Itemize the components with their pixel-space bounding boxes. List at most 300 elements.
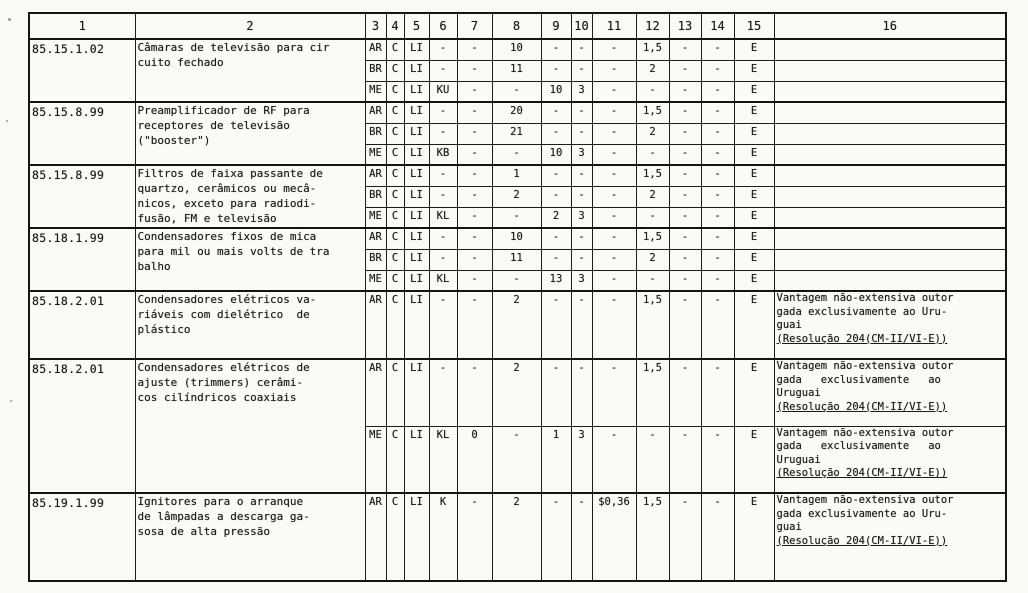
cell-col-14: - [701,249,734,270]
cell-observations [774,144,1006,165]
cell-col-3: ME [365,270,386,291]
cell-col-4: C [386,493,404,581]
cell-col-13: - [669,144,701,165]
description-line: cos cilíndricos coaxiais [137,391,297,404]
cell-col-10: 3 [571,270,592,291]
cell-col-5: LI [404,270,429,291]
observation-line: (Resolução 204(CM-II/VI-E)) [776,467,948,479]
cell-col-11: - [592,270,636,291]
column-header-7: 7 [457,13,492,39]
cell-col-4: C [386,207,404,228]
cell-col-9: - [541,123,571,144]
observation-line: (Resolução 204(CM-II/VI-E)) [776,534,948,547]
observation-line: gada exclusivamente ao Uru- [776,305,948,318]
cell-col-12: 1,5 [636,165,669,186]
cell-col-15: E [734,123,774,144]
cell-observations [774,249,1006,270]
cell-col-4: C [386,60,404,81]
cell-col-14: - [701,228,734,249]
cell-col-8: 1 [492,165,541,186]
scan-speck [6,120,8,122]
column-header-11: 11 [592,13,636,39]
cell-observations [774,426,1006,493]
description-line: sosa de alta pressão [137,525,270,538]
cell-col-5: LI [404,228,429,249]
cell-observations [774,123,1006,144]
cell-col-10: - [571,291,592,359]
cell-nabalalc-code: 85.15.1.02 [29,39,135,102]
cell-observations [774,102,1006,123]
description-line: fusão, FM e televisão [137,212,277,225]
cell-col-5: LI [404,60,429,81]
cell-col-10: 3 [571,81,592,102]
cell-col-8: 11 [492,60,541,81]
cell-observations [774,228,1006,249]
cell-col-11: - [592,123,636,144]
cell-col-11: - [592,186,636,207]
observation-line: Vantagem não-extensiva outor [776,494,954,506]
column-header-15: 15 [734,13,774,39]
cell-col-10: 3 [571,207,592,228]
cell-col-14: - [701,81,734,102]
cell-col-12: - [636,207,669,228]
cell-col-14: - [701,291,734,359]
header-row [29,13,1006,39]
cell-observations [774,207,1006,228]
cell-col-11: $0,36 [592,493,636,581]
column-header-9: 9 [541,13,571,39]
cell-col-4: C [386,426,404,493]
column-header-5: 5 [404,13,429,39]
description-line: ("booster") [137,134,211,147]
cell-col-5: LI [404,291,429,359]
cell-col-13: - [669,165,701,186]
cell-observations [774,81,1006,102]
cell-col-6: - [429,359,457,426]
cell-product-description [135,493,365,581]
cell-col-14: - [701,123,734,144]
cell-col-8: - [492,426,541,493]
cell-col-5: LI [404,81,429,102]
cell-col-14: - [701,144,734,165]
cell-col-6: - [429,291,457,359]
cell-nabalalc-code: 85.18.2.01 [29,359,135,493]
cell-col-12: 2 [636,186,669,207]
cell-col-3: BR [365,249,386,270]
cell-col-11: - [592,165,636,186]
cell-col-13: - [669,102,701,123]
cell-col-11: - [592,60,636,81]
description-line: cuito fechado [137,56,224,69]
cell-col-3: ME [365,207,386,228]
cell-col-5: LI [404,39,429,60]
description-line: Condensadores elétricos de [137,361,310,374]
cell-col-3: AR [365,291,386,359]
cell-col-3: AR [365,359,386,426]
cell-observations [774,165,1006,186]
cell-col-9: - [541,493,571,581]
cell-nabalalc-code: 85.15.8.99 [29,102,135,165]
cell-col-15: E [734,228,774,249]
cell-col-9: - [541,291,571,359]
observation-line: Vantagem não-extensiva outor [776,426,954,439]
cell-col-12: 1,5 [636,102,669,123]
description-line: Condensadores fixos de mica [137,230,317,243]
cell-col-5: LI [404,426,429,493]
cell-col-4: C [386,291,404,359]
cell-col-8: - [492,270,541,291]
cell-col-10: - [571,39,592,60]
cell-col-10: - [571,102,592,123]
cell-col-6: - [429,102,457,123]
cell-col-9: - [541,249,571,270]
table-row [29,39,1006,60]
cell-col-13: - [669,60,701,81]
cell-col-8: 2 [492,359,541,426]
cell-col-11: - [592,359,636,426]
table-row [29,102,1006,123]
observation-line: gada exclusivamente ao [776,373,941,386]
cell-col-4: C [386,39,404,60]
cell-col-8: - [492,207,541,228]
cell-col-8: 10 [492,228,541,249]
column-header-16: 16 [774,13,1006,39]
cell-col-13: - [669,426,701,493]
cell-col-4: C [386,270,404,291]
cell-col-8: 2 [492,493,541,581]
scan-speck [10,400,12,402]
cell-col-13: - [669,228,701,249]
cell-col-3: ME [365,81,386,102]
observation-line: (Resolução 204(CM-II/VI-E)) [776,332,948,345]
cell-nabalalc-code: 85.18.1.99 [29,228,135,291]
cell-observations [774,60,1006,81]
cell-col-5: LI [404,249,429,270]
description-line: balho [137,260,171,273]
table-row [29,228,1006,249]
cell-col-15: E [734,81,774,102]
cell-col-15: E [734,186,774,207]
cell-col-7: - [457,228,492,249]
observation-line: Uruguai [776,453,821,466]
cell-col-14: - [701,186,734,207]
column-header-10: 10 [571,13,592,39]
cell-col-14: - [701,426,734,493]
tariff-table [28,12,1007,582]
cell-col-8: 21 [492,123,541,144]
description-line: riáveis com dielétrico de [137,308,310,321]
cell-col-7: - [457,165,492,186]
cell-col-6: KL [429,270,457,291]
cell-col-13: - [669,270,701,291]
cell-col-13: - [669,359,701,426]
cell-col-9: - [541,186,571,207]
cell-col-10: - [571,493,592,581]
cell-col-7: - [457,291,492,359]
cell-col-3: AR [365,39,386,60]
cell-col-11: - [592,291,636,359]
cell-col-9: 2 [541,207,571,228]
cell-observations [774,270,1006,291]
description-line: de lâmpadas a descarga ga- [137,510,310,523]
column-header-12: 12 [636,13,669,39]
cell-col-7: - [457,359,492,426]
cell-observations [774,359,1006,426]
cell-col-5: LI [404,207,429,228]
observation-line: (Resolução 204(CM-II/VI-E)) [776,400,948,413]
cell-col-5: LI [404,123,429,144]
cell-col-15: E [734,39,774,60]
cell-col-12: - [636,270,669,291]
cell-col-7: - [457,186,492,207]
column-header-3: 3 [365,13,386,39]
cell-col-9: - [541,228,571,249]
cell-col-3: BR [365,60,386,81]
cell-col-9: 10 [541,81,571,102]
cell-col-4: C [386,123,404,144]
cell-col-11: - [592,426,636,493]
description-line: nicos, exceto para radiodi- [137,197,317,210]
observation-line: guai [776,521,802,533]
cell-col-8: - [492,81,541,102]
cell-col-4: C [386,102,404,123]
cell-col-6: - [429,186,457,207]
observation-line: gada exclusivamente ao Uru- [776,507,948,520]
table-row [29,359,1006,426]
cell-col-9: - [541,60,571,81]
table-row [29,291,1006,359]
cell-col-13: - [669,186,701,207]
cell-col-7: - [457,81,492,102]
cell-col-11: - [592,102,636,123]
cell-col-15: E [734,249,774,270]
cell-col-14: - [701,102,734,123]
cell-col-7: - [457,123,492,144]
cell-col-13: - [669,81,701,102]
cell-nabalalc-code: 85.18.2.01 [29,291,135,359]
cell-col-14: - [701,270,734,291]
cell-col-5: LI [404,165,429,186]
description-line: para mil ou mais volts de tra [137,245,330,258]
cell-col-10: 3 [571,426,592,493]
observation-line: Vantagem não-extensiva outor [776,360,954,372]
cell-col-3: BR [365,186,386,207]
cell-col-11: - [592,144,636,165]
cell-col-14: - [701,60,734,81]
cell-col-11: - [592,207,636,228]
cell-col-12: - [636,81,669,102]
cell-col-15: E [734,102,774,123]
column-header-13: 13 [669,13,701,39]
cell-col-11: - [592,249,636,270]
observation-line: Vantagem não-extensiva outor [776,292,954,304]
description-line: ajuste (trimmers) cerâmi- [137,376,304,389]
cell-product-description [135,165,365,228]
cell-col-7: - [457,60,492,81]
cell-col-15: E [734,144,774,165]
cell-col-15: E [734,60,774,81]
cell-col-8: 10 [492,39,541,60]
cell-col-11: - [592,81,636,102]
cell-nabalalc-code: 85.15.8.99 [29,165,135,228]
cell-col-9: 10 [541,144,571,165]
cell-col-3: AR [365,165,386,186]
cell-col-13: - [669,207,701,228]
cell-col-6: - [429,39,457,60]
cell-col-9: - [541,39,571,60]
cell-col-15: E [734,493,774,581]
cell-col-12: 1,5 [636,228,669,249]
column-header-8: 8 [492,13,541,39]
cell-col-3: BR [365,123,386,144]
cell-col-10: - [571,249,592,270]
description-line: Ignitores para o arranque [137,495,304,508]
cell-col-7: - [457,249,492,270]
description-line: Condensadores elétricos va- [137,293,317,306]
cell-col-7: - [457,144,492,165]
cell-col-8: 2 [492,186,541,207]
cell-col-6: K [429,493,457,581]
cell-col-3: ME [365,426,386,493]
cell-col-8: 20 [492,102,541,123]
cell-col-9: 13 [541,270,571,291]
cell-observations [774,39,1006,60]
cell-col-5: LI [404,102,429,123]
cell-col-10: 3 [571,144,592,165]
cell-col-3: AR [365,228,386,249]
cell-col-3: ME [365,144,386,165]
cell-col-15: E [734,426,774,493]
cell-col-5: LI [404,144,429,165]
column-header-4: 4 [386,13,404,39]
cell-observations [774,186,1006,207]
cell-col-7: - [457,102,492,123]
cell-col-12: 2 [636,60,669,81]
cell-col-7: - [457,270,492,291]
cell-col-12: 2 [636,249,669,270]
cell-col-4: C [386,186,404,207]
description-line: Filtros de faixa passante de [137,167,323,180]
cell-col-10: - [571,60,592,81]
cell-col-15: E [734,291,774,359]
cell-col-5: LI [404,186,429,207]
cell-col-9: 1 [541,426,571,493]
cell-observations [774,493,1006,581]
cell-col-15: E [734,270,774,291]
cell-col-5: LI [404,493,429,581]
cell-col-13: - [669,291,701,359]
cell-col-6: - [429,123,457,144]
cell-col-9: - [541,102,571,123]
scan-speck [8,18,11,21]
cell-col-10: - [571,165,592,186]
cell-col-10: - [571,359,592,426]
description-line: Preamplificador de RF para [137,104,310,117]
cell-col-7: - [457,207,492,228]
description-line: quartzo, cerâmicos ou mecâ- [137,182,317,195]
cell-product-description [135,102,365,165]
observation-line: gada exclusivamente ao [776,440,941,452]
cell-col-3: AR [365,493,386,581]
cell-col-14: - [701,493,734,581]
column-header-1: 1 [29,13,135,39]
cell-col-14: - [701,165,734,186]
cell-col-13: - [669,123,701,144]
cell-col-6: - [429,165,457,186]
cell-col-6: - [429,60,457,81]
table-body [29,39,1006,581]
cell-col-7: - [457,493,492,581]
table-row [29,493,1006,581]
cell-col-12: 1,5 [636,39,669,60]
cell-col-6: KL [429,207,457,228]
cell-col-6: - [429,249,457,270]
column-header-2: 2 [135,13,365,39]
cell-col-10: - [571,186,592,207]
observation-line: Uruguai [776,387,821,399]
cell-product-description [135,291,365,359]
table-row [29,165,1006,186]
cell-col-6: KL [429,426,457,493]
cell-col-14: - [701,207,734,228]
cell-col-4: C [386,359,404,426]
cell-col-4: C [386,165,404,186]
cell-col-6: KU [429,81,457,102]
description-line: Câmaras de televisão para cir [137,41,330,54]
cell-col-9: - [541,359,571,426]
cell-col-15: E [734,207,774,228]
cell-col-12: 1,5 [636,359,669,426]
cell-col-8: - [492,144,541,165]
cell-col-12: - [636,144,669,165]
cell-col-6: - [429,228,457,249]
cell-col-4: C [386,81,404,102]
cell-col-13: - [669,249,701,270]
cell-col-12: 1,5 [636,493,669,581]
cell-col-14: - [701,39,734,60]
cell-col-8: 11 [492,249,541,270]
cell-observations [774,291,1006,359]
cell-col-13: - [669,493,701,581]
cell-col-6: KB [429,144,457,165]
cell-col-7: - [457,39,492,60]
cell-col-15: E [734,165,774,186]
description-line: plástico [137,323,191,336]
cell-col-11: - [592,39,636,60]
cell-product-description [135,359,365,493]
cell-product-description [135,39,365,102]
cell-col-11: - [592,228,636,249]
cell-col-5: LI [404,359,429,426]
cell-col-3: AR [365,102,386,123]
cell-col-10: - [571,123,592,144]
cell-col-7: 0 [457,426,492,493]
cell-nabalalc-code: 85.19.1.99 [29,493,135,581]
description-line: receptores de televisão [137,119,290,132]
cell-col-12: - [636,426,669,493]
cell-col-10: - [571,228,592,249]
cell-col-4: C [386,144,404,165]
cell-col-13: - [669,39,701,60]
column-header-14: 14 [701,13,734,39]
observation-line: guai [776,319,802,331]
cell-col-9: - [541,165,571,186]
cell-col-4: C [386,249,404,270]
cell-col-12: 1,5 [636,291,669,359]
cell-col-4: C [386,228,404,249]
cell-col-12: 2 [636,123,669,144]
cell-product-description [135,228,365,291]
